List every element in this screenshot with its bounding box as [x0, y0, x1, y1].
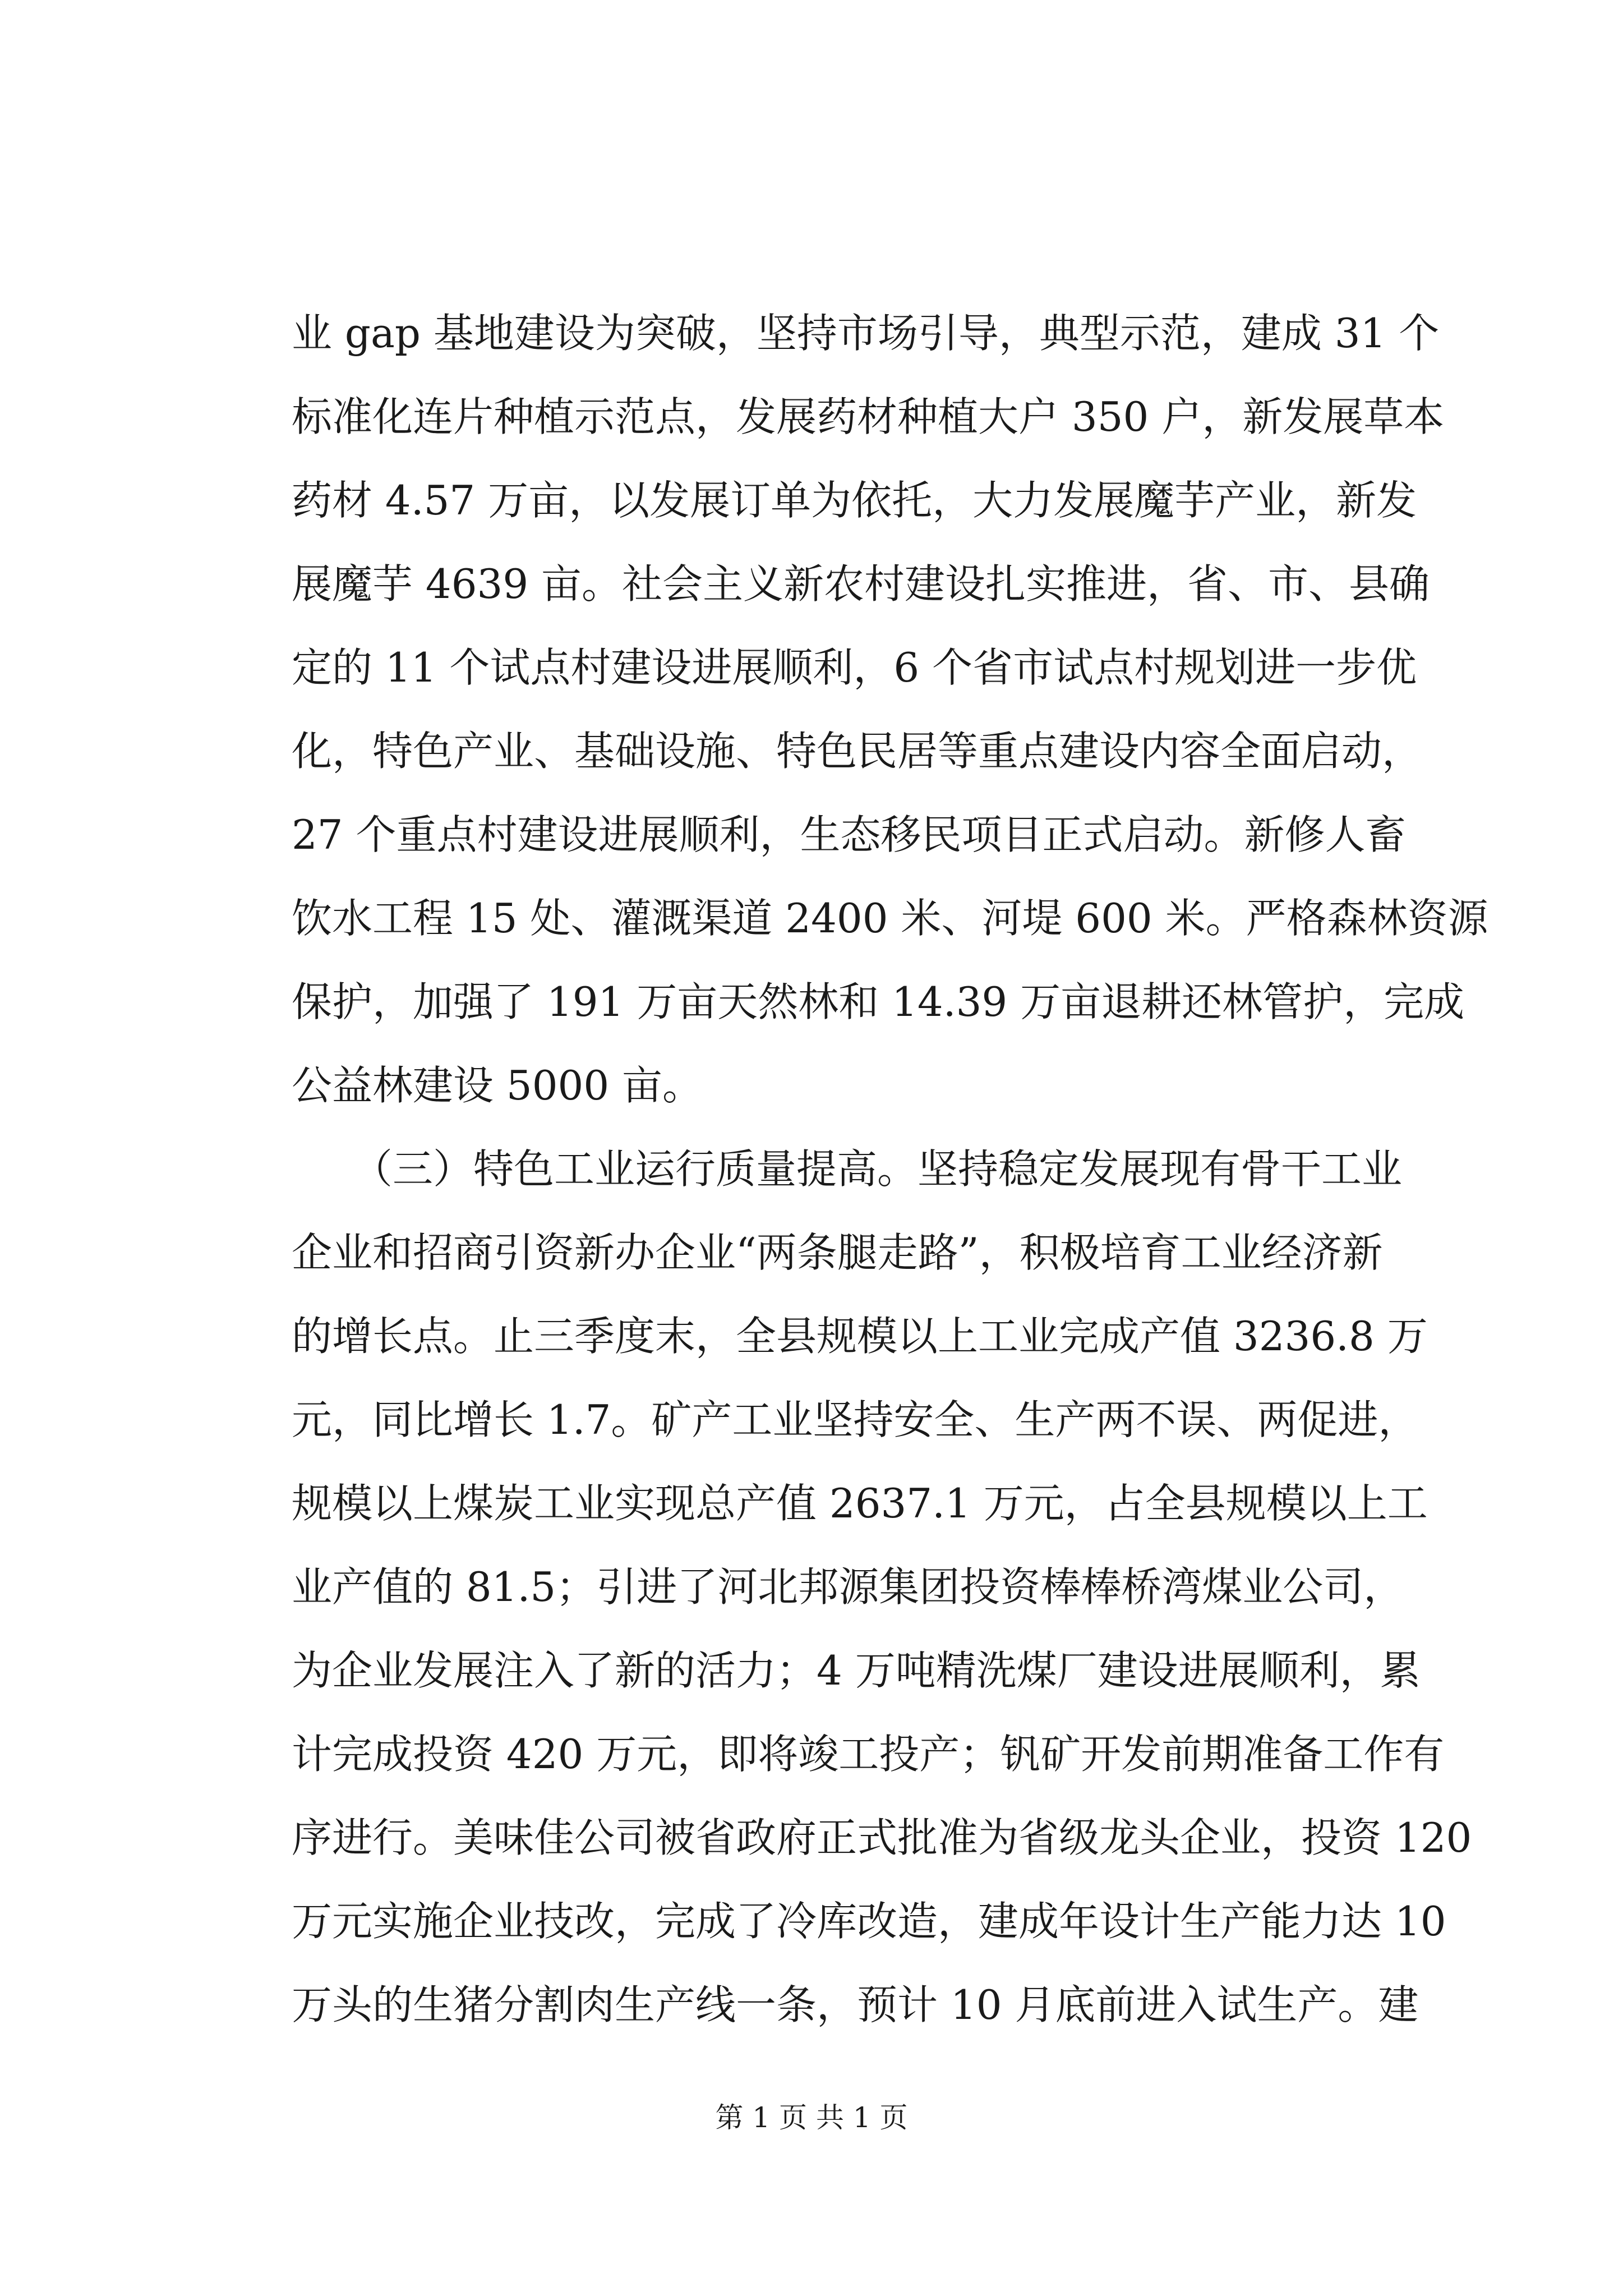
text-line: 公益林建设 5000 亩。	[292, 1062, 703, 1109]
page-number-label: 第 1 页 共 1 页	[715, 2101, 908, 2134]
text-line: 保护，加强了 191 万亩天然林和 14.39 万亩退耕还林管护，完成	[292, 978, 1465, 1025]
text-line: 万元实施企业技改，完成了冷库改造，建成年设计生产能力达 10	[292, 1898, 1446, 1945]
text-line: 规模以上煤炭工业实现总产值 2637.1 万元，占全县规模以上工	[292, 1480, 1428, 1527]
text-line: 业产值的 81.5；引进了河北邦源集团投资棒棒桥湾煤业公司，	[292, 1563, 1404, 1611]
text-line: 万头的生猪分割肉生产线一条，预计 10 月底前进入试生产。建	[292, 1981, 1419, 2028]
section-heading-line: （三）特色工业运行质量提高。坚持稳定发展现有骨干工业	[292, 1145, 1403, 1193]
text-line: 计完成投资 420 万元，即将竣工投产；钒矿开发前期准备工作有	[292, 1731, 1445, 1778]
text-line: 化，特色产业、基础设施、特色民居等重点建设内容全面启动，	[292, 728, 1423, 775]
text-line: 27 个重点村建设进展顺利，生态移民项目正式启动。新修人畜	[292, 811, 1406, 858]
text-line: 的增长点。止三季度末，全县规模以上工业完成产值 3236.8 万	[292, 1313, 1428, 1360]
text-line: 业 gap 基地建设为突破，坚持市场引导，典型示范，建成 31 个	[292, 310, 1440, 357]
text-line: 序进行。美味佳公司被省政府正式批准为省级龙头企业，投资 120	[292, 1814, 1472, 1861]
text-line: 饮水工程 15 处、灌溉渠道 2400 米、河堤 600 米。严格森林资源	[292, 895, 1488, 942]
text-line: 药材 4.57 万亩，以发展订单为依托，大力发展魔芋产业，新发	[292, 477, 1417, 524]
text-line: 定的 11 个试点村建设进展顺利，6 个省市试点村规划进一步优	[292, 644, 1417, 691]
text-line: 元，同比增长 1.7。矿产工业坚持安全、生产两不误、两促进，	[292, 1396, 1419, 1443]
text-line: 展魔芋 4639 亩。社会主义新农村建设扎实推进，省、市、县确	[292, 560, 1430, 608]
text-line: 为企业发展注入了新的活力；4 万吨精洗煤厂建设进展顺利，累	[292, 1647, 1421, 1694]
page-footer	[0, 2098, 1623, 2137]
body-text	[292, 292, 1488, 2047]
text-line: 标准化连片种植示范点，发展药材种植大户 350 户，新发展草本	[292, 393, 1445, 440]
text-line: 企业和招商引资新办企业“两条腿走路”，积极培育工业经济新	[292, 1229, 1383, 1276]
